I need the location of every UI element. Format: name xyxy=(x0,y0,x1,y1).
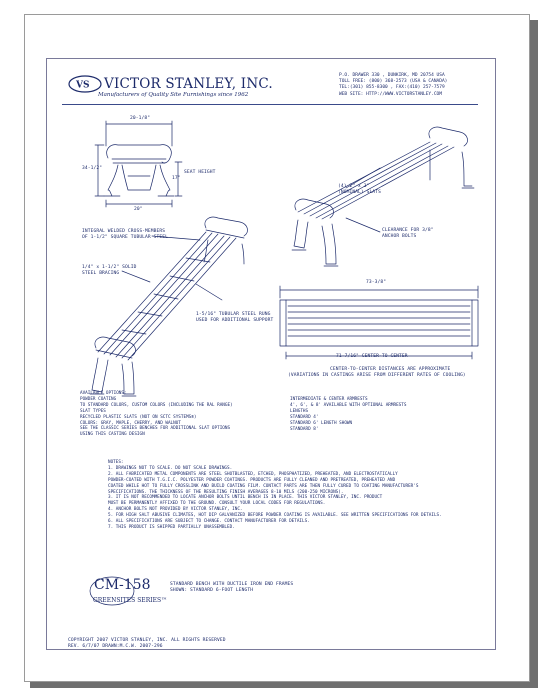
end-view-width: 20-1/8" xyxy=(130,116,151,121)
options-line: SEE THE CLASSIC SERIES BENCHES FOR ADDITIONAL SLAT OPTIONS xyxy=(80,426,231,432)
options-line: COLORS: GRAY, MAPLE, CHERRY, AND WALNUT xyxy=(80,420,181,426)
notes-line: 2. ALL FABRICATED METAL COMPONENTS ARE STEEL SHOTBLASTED, ETCHED, PHOSPHATIZED, PREHEATED, AND ELECTROSTATICALLY xyxy=(108,471,398,477)
options-line: RECYCLED PLASTIC SLATS (NOT ON SCTC SYSTEMS®) xyxy=(80,414,197,420)
leader-bracing xyxy=(122,271,150,282)
options-block xyxy=(80,391,233,438)
isometric-view-left xyxy=(90,217,247,396)
options-line: POWDER COATING xyxy=(80,396,117,402)
lengths-line: INTERMEDIATE & CENTER ARMRESTS xyxy=(290,397,368,402)
callout-slats-2: (NOMINAL) SLATS xyxy=(338,190,381,195)
company-tagline: Manufacturers of Quality Site Furnishings since 1962 xyxy=(98,92,249,98)
notes-line: 1. DRAWINGS NOT TO SCALE. DO NOT SCALE DRAWINGS. xyxy=(108,465,233,471)
end-view-drawing xyxy=(95,121,182,207)
lengths-line: STANDARD 8' xyxy=(290,426,319,432)
plan-center-to-center: 71-7/16" CENTER-TO-CENTER xyxy=(336,354,408,359)
options-line: TO STANDARD COLORS, CUSTOM COLORS (INCLUDING THE RAL RANGE) xyxy=(80,402,233,408)
end-view-height: 34-1/2" xyxy=(82,166,103,171)
end-view-depth: 20" xyxy=(134,207,143,212)
plan-view-drawing xyxy=(280,286,478,359)
notes-line: 6. ALL SPECIFICATIONS ARE SUBJECT TO CHANGE. CONTACT MANUFACTURER FOR DETAILS. xyxy=(108,519,310,525)
leader-clearance xyxy=(346,218,380,232)
notes-line: 4. ANCHOR BOLTS NOT PROVIDED BY VICTOR STANLEY, INC. xyxy=(108,507,243,513)
notes-line: POWDER-COATED WITH T.G.I.C. POLYESTER POWDER COATINGS. PRODUCTS ARE FULLY CLEANED AND PRETREATED, PREHEATED AND xyxy=(108,477,396,483)
callout-slats-1: (4) 2" x 3" xyxy=(338,184,370,189)
model-number: CM-158 xyxy=(94,577,151,593)
leader-rung xyxy=(196,284,222,300)
callout-rung-1: 1-5/16" TUBULAR STEEL RUNG xyxy=(196,312,271,317)
company-name: VICTOR STANLEY, INC. xyxy=(104,76,273,92)
contact-website: WEB SITE: HTTP://WWW.VICTORSTANLEY.COM xyxy=(339,91,442,97)
callout-clearance-2: ANCHOR BOLTS xyxy=(382,234,417,239)
revision-info: REV. 6/7/07 DRAWN:M.C.W. 2007-296 xyxy=(68,644,163,649)
callout-bracing-2: STEEL BRACING xyxy=(82,271,120,276)
seat-height-value: 17" xyxy=(172,176,181,181)
copyright: COPYRIGHT 2007 VICTOR STANLEY, INC. ALL RIGHTS RESERVED xyxy=(68,638,226,643)
callout-cross-members-1: INTEGRAL WELDED CROSS-MEMBERS xyxy=(82,229,166,234)
lengths-line: STANDARD 4' xyxy=(290,414,319,420)
notes-line: SPECIFICATIONS. THE THICKNESS OF THE RESULTING FINISH AVERAGES 8-10 MILS (200-250 MICRONS). xyxy=(108,489,344,495)
callout-bracing-1: 1/4" x 1-1/2" SOLID xyxy=(82,265,137,270)
notes-line: NOTES: xyxy=(108,460,124,465)
lengths-block xyxy=(290,397,406,432)
options-line: SLAT TYPES xyxy=(80,408,106,414)
lengths-line: LENGTHS xyxy=(290,408,309,414)
contact-address: P.O. DRAWER 330 , DUNKIRK, MD 20754 USA xyxy=(339,73,445,78)
isometric-view-right xyxy=(292,127,474,266)
notes-line: COATED WHILE HOT TO FULLY CROSSLINK AND BUILD COATING FILM. CONTACT PARTS ARE THEN FULLY CURED TO COATING MANUFACTURER'S xyxy=(108,483,419,489)
contact-toll-free: TOLL FREE: (800) 368-2573 (USA & CANADA) xyxy=(339,79,448,85)
notes-block xyxy=(108,460,442,531)
callout-cross-members-2: OF 1-1/2" SQUARE TUBULAR STEEL xyxy=(82,235,168,240)
series-name: GREENSITES SERIES™ xyxy=(93,597,168,604)
plan-note-1: CENTER-TO-CENTER DISTANCES ARE APPROXIMATE xyxy=(330,367,451,372)
lengths-line: STANDARD 6' LENGTH SHOWN xyxy=(290,420,353,426)
lengths-line: 4', 6', & 8' AVAILABLE WITH OPTIONAL ARMRESTS xyxy=(290,402,407,408)
product-description: STANDARD BENCH WITH DUCTILE IRON END FRAMES xyxy=(170,582,294,587)
plan-overall-length: 73-3/8" xyxy=(366,280,387,285)
notes-line: 3. IT IS NOT RECOMMENDED TO LOCATE ANCHOR BOLTS UNTIL BENCH IS IN PLACE. THIS VICTOR STANLEY, INC. PRODUCT xyxy=(108,495,383,501)
product-shown-length: SHOWN: STANDARD 6-FOOT LENGTH xyxy=(170,588,254,593)
options-line: AVAILABLE OPTIONS: xyxy=(80,391,127,396)
callout-clearance-1: CLEARANCE FOR 3/8" xyxy=(382,228,434,233)
seat-height-label: SEAT HEIGHT xyxy=(184,170,216,175)
notes-line: 7. THIS PRODUCT IS SHIPPED PARTIALLY UNASSEMBLED. xyxy=(108,524,235,530)
options-line: USING THIS CASTING DESIGN xyxy=(80,432,145,438)
plan-note-2: (VARIATIONS IN CASTINGS ARISE FROM DIFFERENT RATES OF COOLING) xyxy=(288,373,466,378)
notes-line: MUST BE PERMANENTLY AFFIXED TO THE GROUND. CONSULT YOUR LOCAL CODES FOR REGULATIONS. xyxy=(108,501,326,507)
callout-rung-2: USED FOR ADDITIONAL SUPPORT xyxy=(196,318,274,323)
contact-phone-fax: TEL:(301) 855-8300 , FAX:(410) 257-7579 xyxy=(339,85,445,91)
logo-letters: VS xyxy=(76,80,90,91)
notes-line: 5. FOR HIGH SALT ABUSIVE CLIMATES, HOT DIP GALVANIZED BEFORE POWDER COATING IS AVAILABLE. SEE WRITTEN SPECIFICATIONS FOR DETAILS. xyxy=(108,513,442,519)
